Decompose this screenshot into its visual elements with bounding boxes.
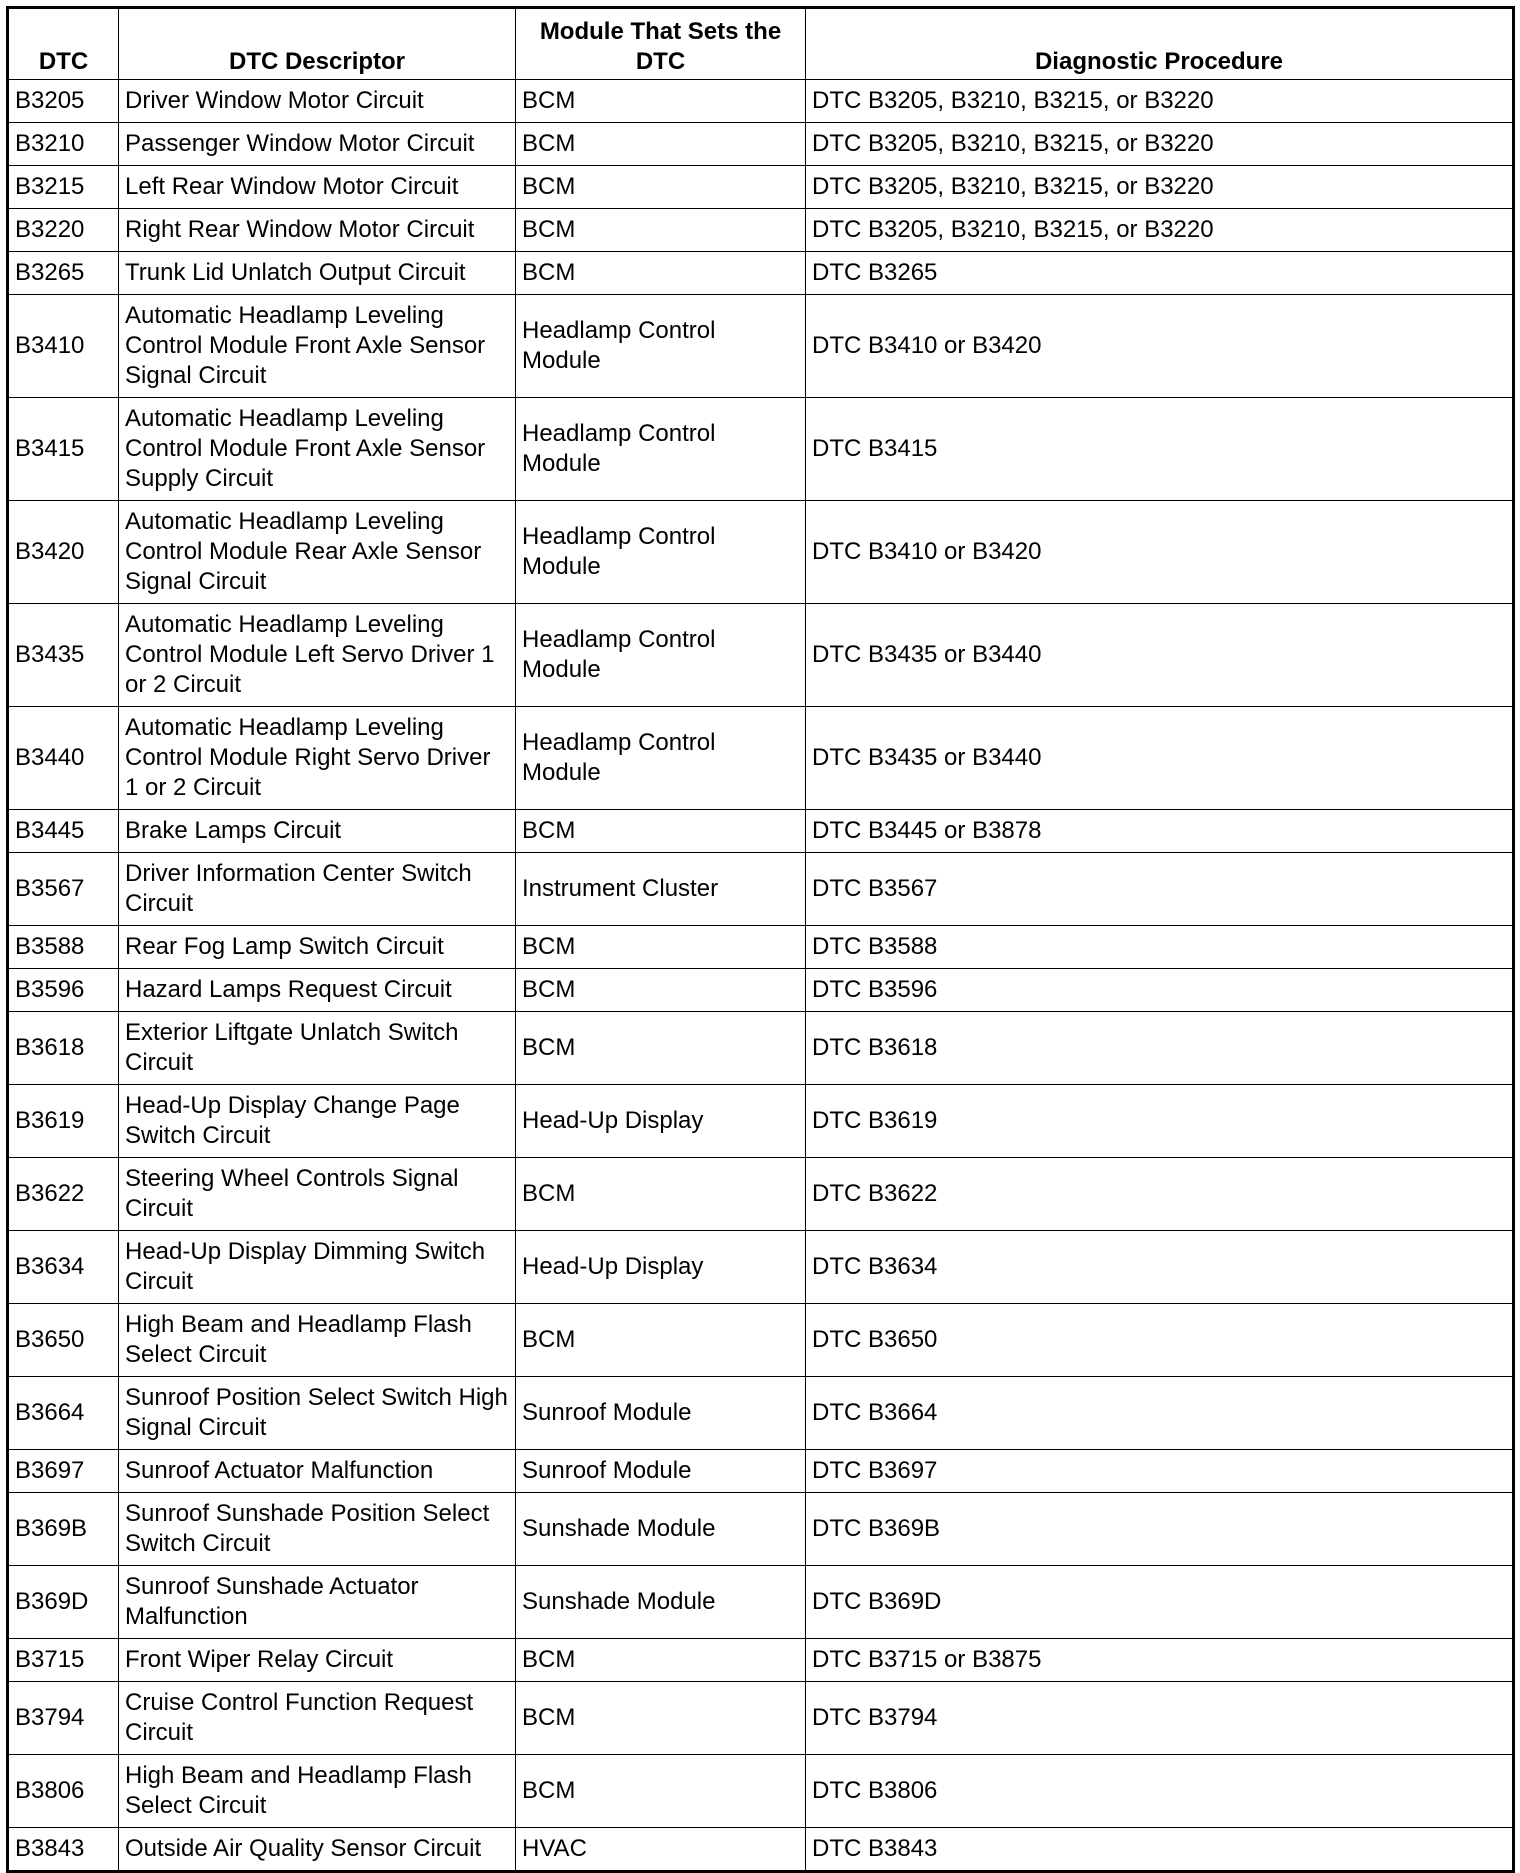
- cell-dtc: B3843: [8, 1828, 119, 1872]
- cell-procedure: DTC B3588: [806, 926, 1514, 969]
- cell-descriptor: Trunk Lid Unlatch Output Circuit: [119, 252, 516, 295]
- table-row: [8, 1828, 1514, 1872]
- cell-descriptor: Automatic Headlamp Leveling Control Module Rear Axle Sensor Signal Circuit: [119, 501, 516, 604]
- table-row: [8, 1450, 1514, 1493]
- cell-dtc: B3664: [8, 1377, 119, 1450]
- header-module: Module That Sets the DTC: [516, 8, 806, 80]
- cell-dtc: B3619: [8, 1085, 119, 1158]
- cell-dtc: B3622: [8, 1158, 119, 1231]
- table-row: [8, 123, 1514, 166]
- cell-procedure: DTC B3794: [806, 1682, 1514, 1755]
- cell-descriptor: Head-Up Display Dimming Switch Circuit: [119, 1231, 516, 1304]
- cell-descriptor: Sunroof Sunshade Position Select Switch Circuit: [119, 1493, 516, 1566]
- table-row: [8, 295, 1514, 398]
- cell-descriptor: Automatic Headlamp Leveling Control Module Front Axle Sensor Supply Circuit: [119, 398, 516, 501]
- cell-descriptor: Sunroof Actuator Malfunction: [119, 1450, 516, 1493]
- header-descriptor: DTC Descriptor: [119, 8, 516, 80]
- cell-module: HVAC: [516, 1828, 806, 1872]
- cell-module: BCM: [516, 80, 806, 123]
- cell-descriptor: Driver Information Center Switch Circuit: [119, 853, 516, 926]
- table-row: [8, 1377, 1514, 1450]
- cell-module: Headlamp Control Module: [516, 398, 806, 501]
- cell-dtc: B3634: [8, 1231, 119, 1304]
- table-row: [8, 1682, 1514, 1755]
- cell-module: Headlamp Control Module: [516, 295, 806, 398]
- cell-module: BCM: [516, 1755, 806, 1828]
- cell-module: BCM: [516, 810, 806, 853]
- cell-module: BCM: [516, 252, 806, 295]
- cell-descriptor: Sunroof Position Select Switch High Signal Circuit: [119, 1377, 516, 1450]
- cell-dtc: B3410: [8, 295, 119, 398]
- cell-module: BCM: [516, 1682, 806, 1755]
- cell-dtc: B3420: [8, 501, 119, 604]
- cell-dtc: B3697: [8, 1450, 119, 1493]
- table-row: [8, 80, 1514, 123]
- cell-dtc: B3588: [8, 926, 119, 969]
- cell-procedure: DTC B3806: [806, 1755, 1514, 1828]
- cell-descriptor: Left Rear Window Motor Circuit: [119, 166, 516, 209]
- table-row: [8, 926, 1514, 969]
- cell-descriptor: Steering Wheel Controls Signal Circuit: [119, 1158, 516, 1231]
- cell-descriptor: Sunroof Sunshade Actuator Malfunction: [119, 1566, 516, 1639]
- cell-procedure: DTC B3205, B3210, B3215, or B3220: [806, 209, 1514, 252]
- cell-dtc: B3806: [8, 1755, 119, 1828]
- cell-procedure: DTC B3435 or B3440: [806, 604, 1514, 707]
- table-row: [8, 853, 1514, 926]
- cell-module: Sunshade Module: [516, 1566, 806, 1639]
- table-row: [8, 1012, 1514, 1085]
- table-row: [8, 1304, 1514, 1377]
- cell-descriptor: Right Rear Window Motor Circuit: [119, 209, 516, 252]
- cell-procedure: DTC B3634: [806, 1231, 1514, 1304]
- table-row: [8, 166, 1514, 209]
- table-row: [8, 1493, 1514, 1566]
- cell-procedure: DTC B3715 or B3875: [806, 1639, 1514, 1682]
- table-row: [8, 1085, 1514, 1158]
- cell-module: BCM: [516, 1304, 806, 1377]
- cell-dtc: B3596: [8, 969, 119, 1012]
- cell-dtc: B3440: [8, 707, 119, 810]
- cell-procedure: DTC B3697: [806, 1450, 1514, 1493]
- cell-procedure: DTC B3567: [806, 853, 1514, 926]
- header-dtc: DTC: [8, 8, 119, 80]
- cell-procedure: DTC B3415: [806, 398, 1514, 501]
- header-procedure: Diagnostic Procedure: [806, 8, 1514, 80]
- cell-procedure: DTC B3435 or B3440: [806, 707, 1514, 810]
- table-row: [8, 1158, 1514, 1231]
- table-header: [8, 8, 1514, 80]
- cell-dtc: B3435: [8, 604, 119, 707]
- cell-module: Headlamp Control Module: [516, 501, 806, 604]
- cell-descriptor: Hazard Lamps Request Circuit: [119, 969, 516, 1012]
- cell-procedure: DTC B3410 or B3420: [806, 295, 1514, 398]
- table-row: [8, 707, 1514, 810]
- cell-procedure: DTC B3664: [806, 1377, 1514, 1450]
- dtc-table: [6, 6, 1515, 1873]
- table-row: [8, 1639, 1514, 1682]
- table-row: [8, 1755, 1514, 1828]
- table-row: [8, 501, 1514, 604]
- cell-dtc: B3618: [8, 1012, 119, 1085]
- cell-dtc: B369D: [8, 1566, 119, 1639]
- cell-procedure: DTC B3445 or B3878: [806, 810, 1514, 853]
- table-row: [8, 398, 1514, 501]
- cell-dtc: B3265: [8, 252, 119, 295]
- cell-module: BCM: [516, 926, 806, 969]
- dtc-document: [6, 6, 1512, 1873]
- cell-module: Headlamp Control Module: [516, 604, 806, 707]
- cell-module: BCM: [516, 1158, 806, 1231]
- cell-dtc: B3567: [8, 853, 119, 926]
- cell-module: BCM: [516, 969, 806, 1012]
- cell-procedure: DTC B3205, B3210, B3215, or B3220: [806, 166, 1514, 209]
- cell-dtc: B3650: [8, 1304, 119, 1377]
- cell-procedure: DTC B369B: [806, 1493, 1514, 1566]
- cell-descriptor: Automatic Headlamp Leveling Control Module Right Servo Driver 1 or 2 Circuit: [119, 707, 516, 810]
- cell-descriptor: High Beam and Headlamp Flash Select Circuit: [119, 1755, 516, 1828]
- cell-module: Headlamp Control Module: [516, 707, 806, 810]
- cell-procedure: DTC B3650: [806, 1304, 1514, 1377]
- cell-descriptor: High Beam and Headlamp Flash Select Circuit: [119, 1304, 516, 1377]
- header-row: [8, 8, 1514, 80]
- cell-descriptor: Driver Window Motor Circuit: [119, 80, 516, 123]
- table-row: [8, 252, 1514, 295]
- cell-procedure: DTC B3619: [806, 1085, 1514, 1158]
- table-row: [8, 604, 1514, 707]
- cell-dtc: B3415: [8, 398, 119, 501]
- cell-module: Head-Up Display: [516, 1085, 806, 1158]
- cell-module: BCM: [516, 166, 806, 209]
- table-row: [8, 209, 1514, 252]
- table-row: [8, 1231, 1514, 1304]
- cell-module: Instrument Cluster: [516, 853, 806, 926]
- cell-module: BCM: [516, 209, 806, 252]
- cell-dtc: B3445: [8, 810, 119, 853]
- cell-procedure: DTC B3596: [806, 969, 1514, 1012]
- cell-module: Sunroof Module: [516, 1450, 806, 1493]
- cell-procedure: DTC B369D: [806, 1566, 1514, 1639]
- table-row: [8, 810, 1514, 853]
- cell-descriptor: Front Wiper Relay Circuit: [119, 1639, 516, 1682]
- cell-module: Sunroof Module: [516, 1377, 806, 1450]
- cell-module: Sunshade Module: [516, 1493, 806, 1566]
- cell-dtc: B3205: [8, 80, 119, 123]
- cell-descriptor: Outside Air Quality Sensor Circuit: [119, 1828, 516, 1872]
- table-body: [8, 80, 1514, 1872]
- cell-descriptor: Automatic Headlamp Leveling Control Module Front Axle Sensor Signal Circuit: [119, 295, 516, 398]
- cell-dtc: B3794: [8, 1682, 119, 1755]
- cell-descriptor: Exterior Liftgate Unlatch Switch Circuit: [119, 1012, 516, 1085]
- cell-dtc: B3215: [8, 166, 119, 209]
- cell-dtc: B369B: [8, 1493, 119, 1566]
- cell-procedure: DTC B3205, B3210, B3215, or B3220: [806, 123, 1514, 166]
- cell-procedure: DTC B3410 or B3420: [806, 501, 1514, 604]
- cell-descriptor: Brake Lamps Circuit: [119, 810, 516, 853]
- cell-descriptor: Cruise Control Function Request Circuit: [119, 1682, 516, 1755]
- cell-dtc: B3715: [8, 1639, 119, 1682]
- cell-dtc: B3220: [8, 209, 119, 252]
- cell-procedure: DTC B3205, B3210, B3215, or B3220: [806, 80, 1514, 123]
- cell-procedure: DTC B3265: [806, 252, 1514, 295]
- cell-module: Head-Up Display: [516, 1231, 806, 1304]
- cell-module: BCM: [516, 123, 806, 166]
- table-row: [8, 969, 1514, 1012]
- cell-module: BCM: [516, 1639, 806, 1682]
- cell-procedure: DTC B3622: [806, 1158, 1514, 1231]
- cell-procedure: DTC B3843: [806, 1828, 1514, 1872]
- cell-dtc: B3210: [8, 123, 119, 166]
- table-row: [8, 1566, 1514, 1639]
- cell-descriptor: Head-Up Display Change Page Switch Circuit: [119, 1085, 516, 1158]
- cell-descriptor: Passenger Window Motor Circuit: [119, 123, 516, 166]
- cell-descriptor: Rear Fog Lamp Switch Circuit: [119, 926, 516, 969]
- cell-procedure: DTC B3618: [806, 1012, 1514, 1085]
- cell-module: BCM: [516, 1012, 806, 1085]
- cell-descriptor: Automatic Headlamp Leveling Control Module Left Servo Driver 1 or 2 Circuit: [119, 604, 516, 707]
